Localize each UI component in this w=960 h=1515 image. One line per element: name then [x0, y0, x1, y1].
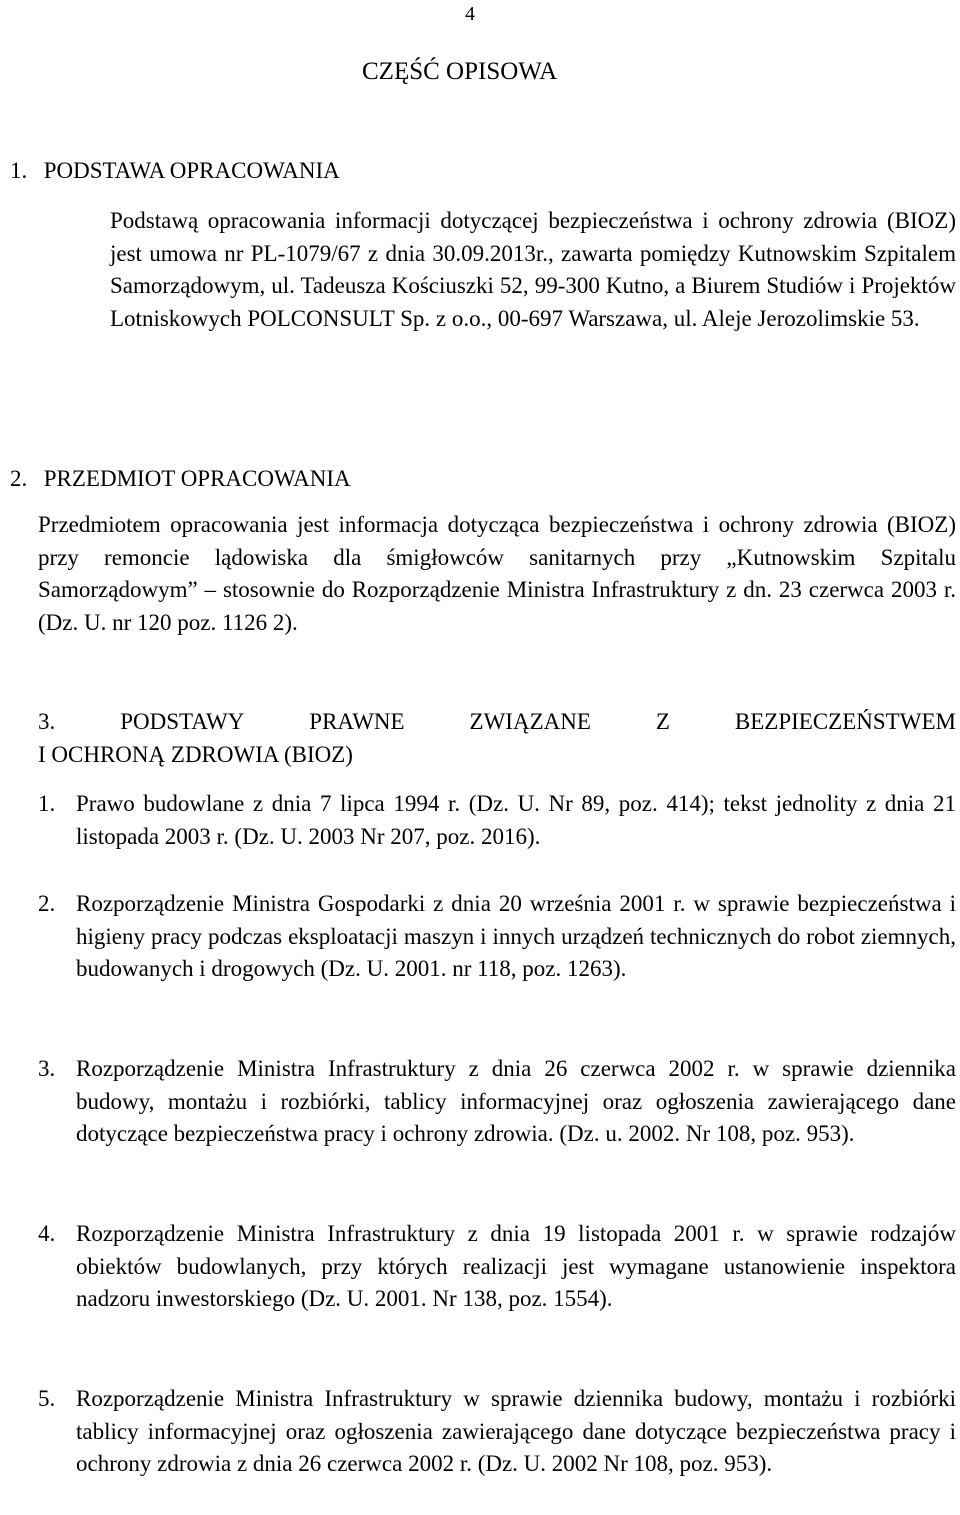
document-title: CZĘŚĆ OPISOWA [362, 58, 558, 85]
legal-basis-item [38, 1383, 956, 1481]
section-2-heading [10, 463, 956, 495]
page-number: 4 [465, 3, 475, 25]
legal-basis-item [38, 1053, 956, 1151]
section-3-heading-word: BEZPIECZEŃSTWEM [734, 709, 956, 734]
section-3-heading-word: ZWIĄZANE [469, 709, 591, 734]
section-1-paragraph: Podstawą opracowania informacji dotyczącej bezpieczeństwa i ochrony zdrowia (BIOZ) jest umowa nr PL-1079/67 z dnia 30.09.2013r., zawarta pomiędzy Kutnowskim Szpitalem Samorządowym, ul. Tadeusza Kościuszki 52, 99-300 Kutno, a Biurem Studiów i Projektów Lotniskowych POLCONSULT Sp. z o.o., 00-697 Warszawa, ul. Aleje Jerozolimskie 53. [110, 208, 956, 331]
section-3-heading-line2: I OCHRONĄ ZDROWIA (BIOZ) [38, 741, 353, 767]
section-1-heading [10, 155, 956, 187]
legal-basis-item-text: Rozporządzenie Ministra Infrastruktury w sprawie dziennika budowy, montażu i rozbiórki tablicy informacyjnej oraz ogłoszenia zawierającego dane dotyczące bezpieczeństwa pracy i ochrony zdrowia z dnia 26 czerwca 2002 r. (Dz. U. 2002 Nr 108, poz. 953). [76, 1386, 956, 1476]
section-1-title: PODSTAWA OPRACOWANIA [43, 158, 340, 183]
legal-basis-item-number: 2. [38, 891, 56, 916]
legal-basis-item-number: 5. [38, 1386, 56, 1411]
legal-basis-item-text: Rozporządzenie Ministra Infrastruktury z dnia 26 czerwca 2002 r. w sprawie dziennika budowy, montażu i rozbiórki, tablicy informacyjnej oraz ogłoszenia zawierającego dane dotyczące bezpieczeństwa pracy i ochrony zdrowia. (Dz. u. 2002. Nr 108, poz. 953). [76, 1056, 956, 1146]
legal-basis-item [38, 788, 956, 853]
legal-basis-item-text: Rozporządzenie Ministra Gospodarki z dnia 20 września 2001 r. w sprawie bezpieczeństwa i higieny pracy podczas eksploatacji maszyn i innych urządzeń technicznych do robot ziemnych, budowanych i drogowych (Dz. U. 2001. nr 118, poz. 1263). [76, 891, 956, 981]
section-1-number: 1. [10, 158, 28, 183]
section-3-heading [38, 706, 956, 771]
section-2-title: PRZEDMIOT OPRACOWANIA [43, 466, 351, 491]
section-2-number: 2. [10, 466, 28, 491]
legal-basis-item-number: 3. [38, 1056, 56, 1081]
legal-basis-item-number: 4. [38, 1221, 56, 1246]
legal-basis-item-text: Rozporządzenie Ministra Infrastruktury z dnia 19 listopada 2001 r. w sprawie rodzajów obiektów budowlanych, przy których realizacji jest wymagane ustanowienie inspektora nadzoru inwestorskiego (Dz. U. 2001. Nr 138, poz. 1554). [76, 1221, 956, 1311]
legal-basis-item-number: 1. [38, 791, 56, 816]
section-3-heading-word: PODSTAWY [120, 709, 245, 734]
legal-basis-item [38, 1218, 956, 1316]
section-3-heading-word: PRAWNE [309, 709, 405, 734]
section-3-heading-word: Z [655, 709, 670, 734]
legal-basis-item-text: Prawo budowlane z dnia 7 lipca 1994 r. (Dz. U. Nr 89, poz. 414); tekst jednolity z dnia 21 listopada 2003 r. (Dz. U. 2003 Nr 207, poz. 2016). [76, 791, 956, 849]
section-2-paragraph: Przedmiotem opracowania jest informacja dotycząca bezpieczeństwa i ochrony zdrowia (BIOZ) przy remoncie lądowiska dla śmigłowców sanitarnych przy „Kutnowskim Szpitalu Samorządowym” – stosownie do Rozporządzenie Ministra Infrastruktury z dn. 23 czerwca 2003 r. (Dz. U. nr 120 poz. 1126 2). [38, 512, 956, 635]
legal-basis-item [38, 888, 956, 986]
section-3-number: 3. [38, 709, 56, 734]
